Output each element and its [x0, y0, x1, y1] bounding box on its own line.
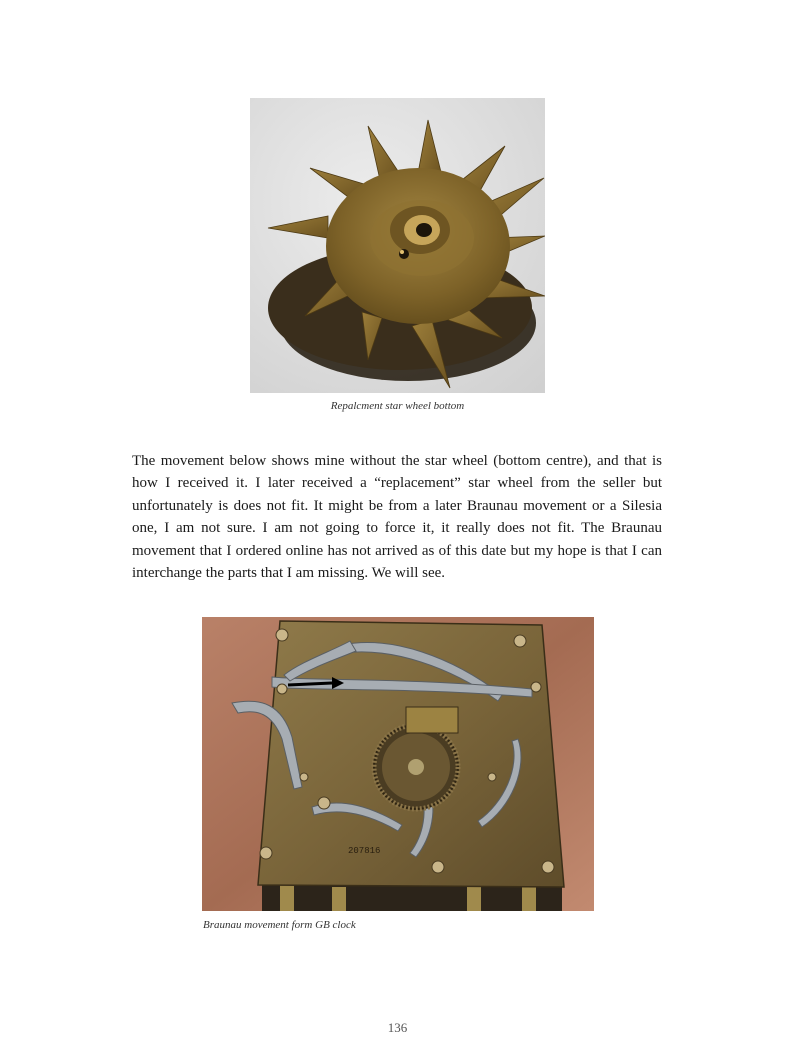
star-wheel-photo [250, 98, 545, 393]
serial-stamp: 207816 [348, 846, 381, 856]
clock-movement-illustration [202, 617, 594, 911]
body-paragraph: The movement below shows mine without the star wheel (bottom centre), and that is how I received it. I later received a “replacement” star wheel from the seller but unfortunately is does not fit. It might be from a later Braunau movement or a Silesia one, I am not sure. I am not going to force it, it really does not fit. The Braunau movement that I ordered online has not arrived as of this date but my hope is that I can interchange the parts that I am missing. We will see. [132, 453, 662, 582]
figure-caption-movement: Braunau movement form GB clock [203, 919, 356, 931]
page-number: 136 [387, 1020, 408, 1035]
clock-movement-photo [202, 617, 594, 911]
star-wheel-illustration [250, 98, 545, 393]
figure-caption-star-wheel: Repalcment star wheel bottom [330, 400, 465, 412]
